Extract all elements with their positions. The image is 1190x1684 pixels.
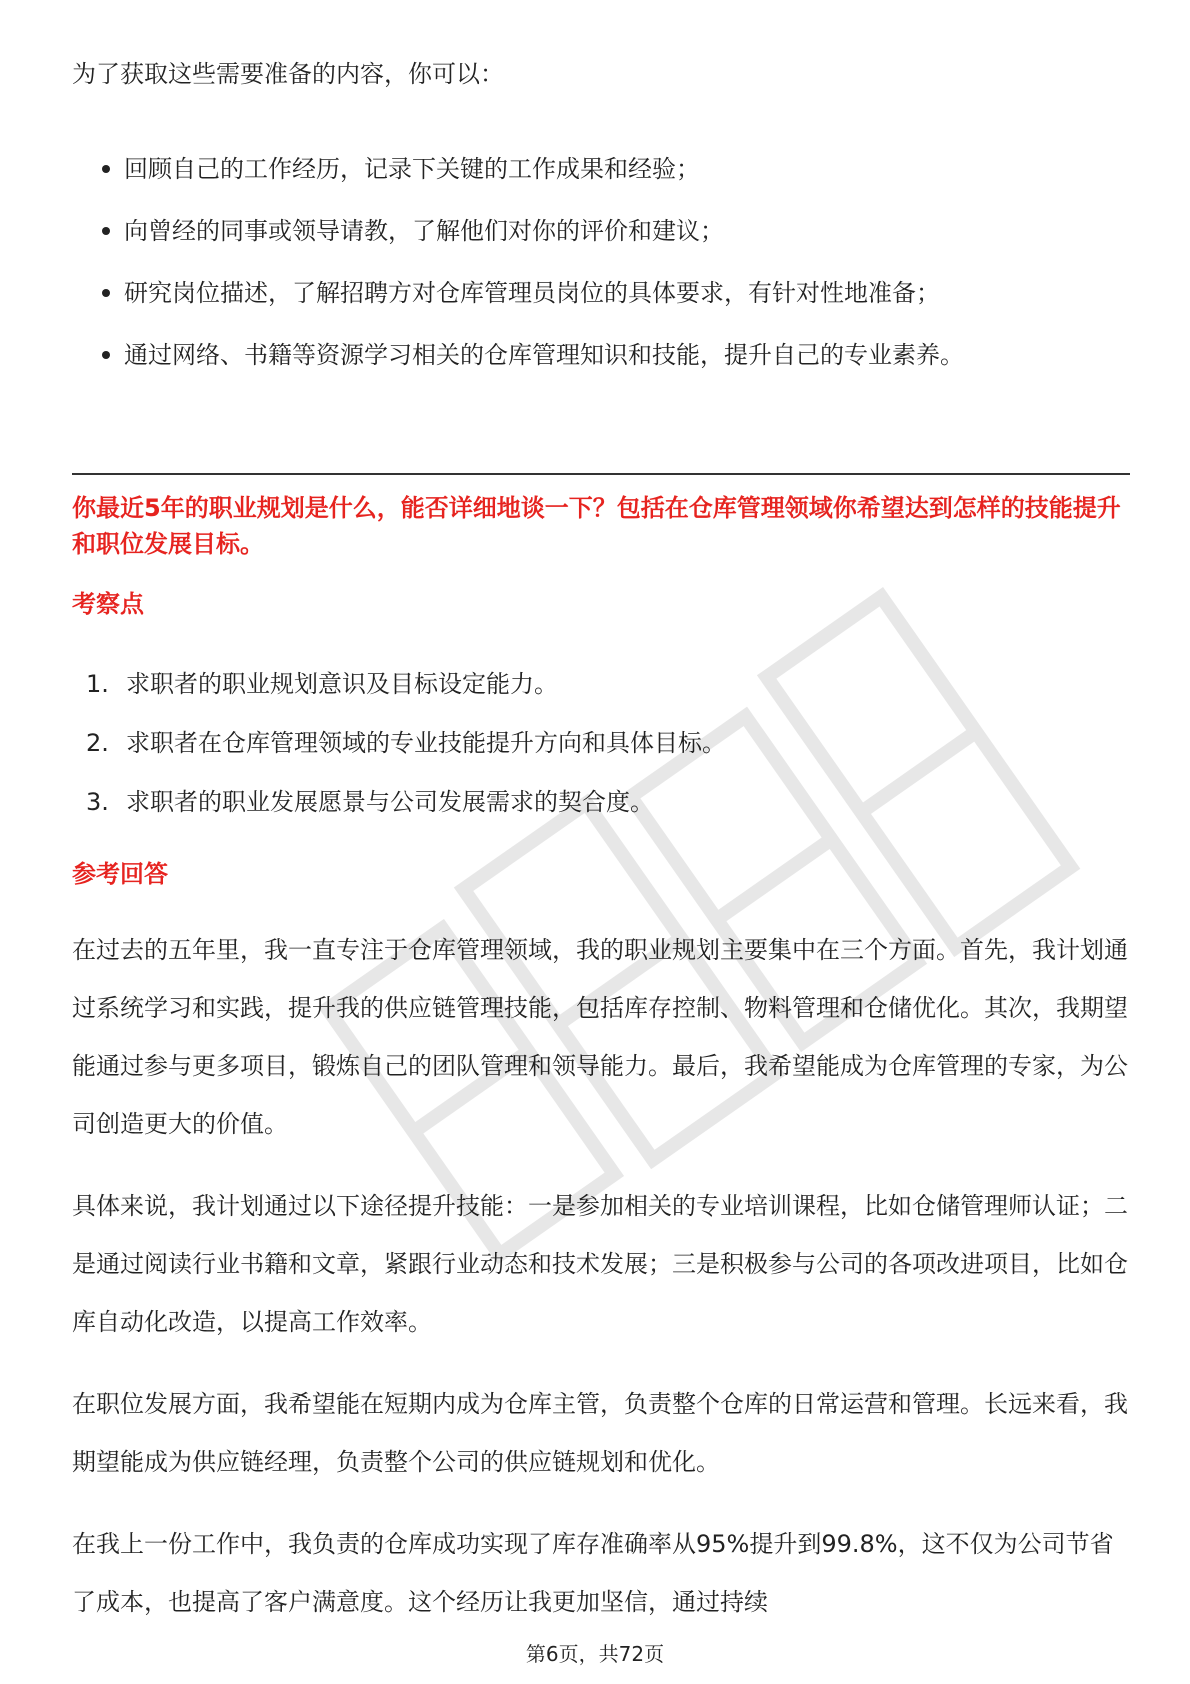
answer-paragraph: 在职位发展方面，我希望能在短期内成为仓库主管，负责整个仓库的日常运营和管理。长远来看，我期望能成为供应链经理，负责整个公司的供应链规划和优化。 [72,1390,1128,1476]
list-item [72,655,1112,714]
answer-paragraph: 在我上一份工作中，我负责的仓库成功实现了库存准确率从95%提升到99.8%，这不仅为公司节省了成本，也提高了客户满意度。这个经历让我更加坚信，通过持续 [72,1530,1114,1616]
item-number: 2. [86,729,109,757]
list-item [72,773,1112,832]
section-title-reference-answer: 参考回答 [72,860,168,888]
section-divider [72,473,1130,475]
interview-question: 你最近5年的职业规划是什么，能否详细地谈一下？包括在仓库管理领域你希望达到怎样的技能提升和职位发展目标。 [72,494,1121,558]
section-title-check-points: 考察点 [72,590,144,618]
list-item: 通过网络、书籍等资源学习相关的仓库管理知识和技能，提升自己的专业素养。 [72,324,1024,382]
item-text: 求职者在仓库管理领域的专业技能提升方向和具体目标。 [126,729,726,757]
item-number: 3. [86,788,109,816]
list-item: 向曾经的同事或领导请教，了解他们对你的评价和建议； [72,200,1112,262]
intro-text: 为了获取这些需要准备的内容，你可以： [72,60,504,88]
list-item [72,714,1112,773]
preparation-list [72,138,1112,382]
list-item: 回顾自己的工作经历，记录下关键的工作成果和经验； [72,138,1112,200]
item-text: 求职者的职业发展愿景与公司发展需求的契合度。 [126,788,654,816]
item-number: 1. [86,670,109,698]
list-item: 研究岗位描述，了解招聘方对仓库管理员岗位的具体要求，有针对性地准备； [72,262,1112,324]
answer-paragraph: 在过去的五年里，我一直专注于仓库管理领域，我的职业规划主要集中在三个方面。首先，我计划通过系统学习和实践，提升我的供应链管理技能，包括库存控制、物料管理和仓储优化。其次，我期望能通过参与更多项目，锻炼自己的团队管理和领导能力。最后，我希望能成为仓库管理的专家，为公司创造更大的价值。 [72,936,1128,1138]
page-footer: 第6页，共72页 [525,1642,665,1666]
check-points-list [72,655,1112,832]
item-text: 求职者的职业规划意识及目标设定能力。 [126,670,558,698]
answer-paragraph: 具体来说，我计划通过以下途径提升技能：一是参加相关的专业培训课程，比如仓储管理师认证；二是通过阅读行业书籍和文章，紧跟行业动态和技术发展；三是积极参与公司的各项改进项目，比如仓库自动化改造，以提高工作效率。 [72,1192,1128,1336]
